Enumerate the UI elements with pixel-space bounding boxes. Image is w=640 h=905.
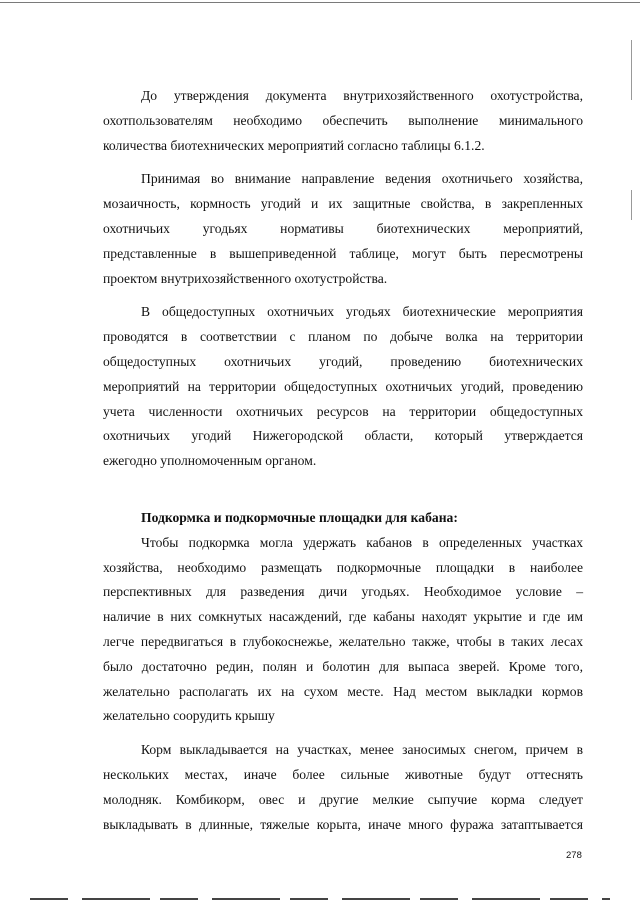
section-paragraph-2	[103, 738, 583, 837]
text-line: желательно располагать их на сухом месте. Над местом выкладки кормов	[103, 683, 583, 699]
text-line: было достаточно редин, полян и болотин для выпаса зверей. Кроме того,	[103, 658, 583, 674]
text-line: желательно соорудить крышу	[103, 708, 275, 724]
text-line: охотничьих угодий Нижегородской области, который утверждается	[103, 428, 583, 444]
text-line: молодняк. Комбикорм, овес и другие мелкие сыпучие корма следует	[103, 791, 583, 807]
text-line: перспективных для разведения дичи угодьях. Необходимое условие –	[103, 584, 583, 600]
text-line: Корм выкладывается на участках, менее заносимых снегом, причем в	[141, 742, 583, 758]
text-line: Чтобы подкормка могла удержать кабанов в определенных участках	[141, 534, 583, 550]
text-line: хозяйства, необходимо размещать подкормочные площадки в наиболее	[103, 559, 583, 575]
text-line: общедоступных охотничьих угодий, проведению биотехнических	[103, 353, 583, 369]
text-line: ежегодно уполномоченным органом.	[103, 453, 317, 469]
text-line: проектом внутрихозяйственного охотустройства.	[103, 270, 388, 286]
scan-edge-right	[631, 190, 632, 220]
paragraph-1	[103, 84, 583, 158]
scan-edge-right	[631, 40, 632, 100]
section-heading: Подкормка и подкормочные площадки для кабана:	[141, 509, 458, 525]
text-line: легче передвигаться в глубокоснежье, желательно также, чтобы в таких лесах	[103, 633, 583, 649]
text-line: мозаичность, кормность угодий и их защитные свойства, в закрепленных	[103, 196, 583, 212]
text-line: охотничьих угодьях нормативы биотехнических мероприятий,	[103, 220, 583, 236]
text-line: количества биотехнических мероприятий согласно таблицы 6.1.2.	[103, 137, 485, 153]
text-line: наличие в них сомкнутых насаждений, где кабаны находят укрытие и где им	[103, 609, 583, 625]
text-line: До утверждения документа внутрихозяйственного охотустройства,	[141, 88, 583, 103]
text-line: нескольких местах, иначе более сильные животные будут оттеснять	[103, 766, 583, 782]
body-text	[103, 84, 583, 837]
paragraph-3	[103, 300, 583, 474]
text-line: Принимая во внимание направление ведения охотничьего хозяйства,	[141, 171, 583, 187]
scan-edge-top	[0, 2, 640, 3]
text-line: В общедоступных охотничьих угодьях биотехнические мероприятия	[141, 304, 583, 320]
text-line: выкладывать в длинные, тяжелые корыта, иначе много фуража затаптывается	[103, 816, 583, 832]
section-paragraph-1	[103, 531, 583, 729]
text-line: охотпользователям необходимо обеспечить выполнение минимального	[103, 112, 583, 128]
text-line: проводятся в соответствии с планом по добыче волка на территории	[103, 329, 583, 345]
scan-edge-bottom	[30, 898, 610, 900]
page-number: 278	[566, 850, 582, 861]
text-line: учета численности охотничьих ресурсов на территории общедоступных	[103, 403, 583, 419]
text-line: мероприятий на территории общедоступных охотничьих угодий, проведению	[103, 378, 583, 394]
paragraph-2	[103, 167, 583, 291]
text-line: представленные в вышеприведенной таблице, могут быть пересмотрены	[103, 245, 583, 261]
